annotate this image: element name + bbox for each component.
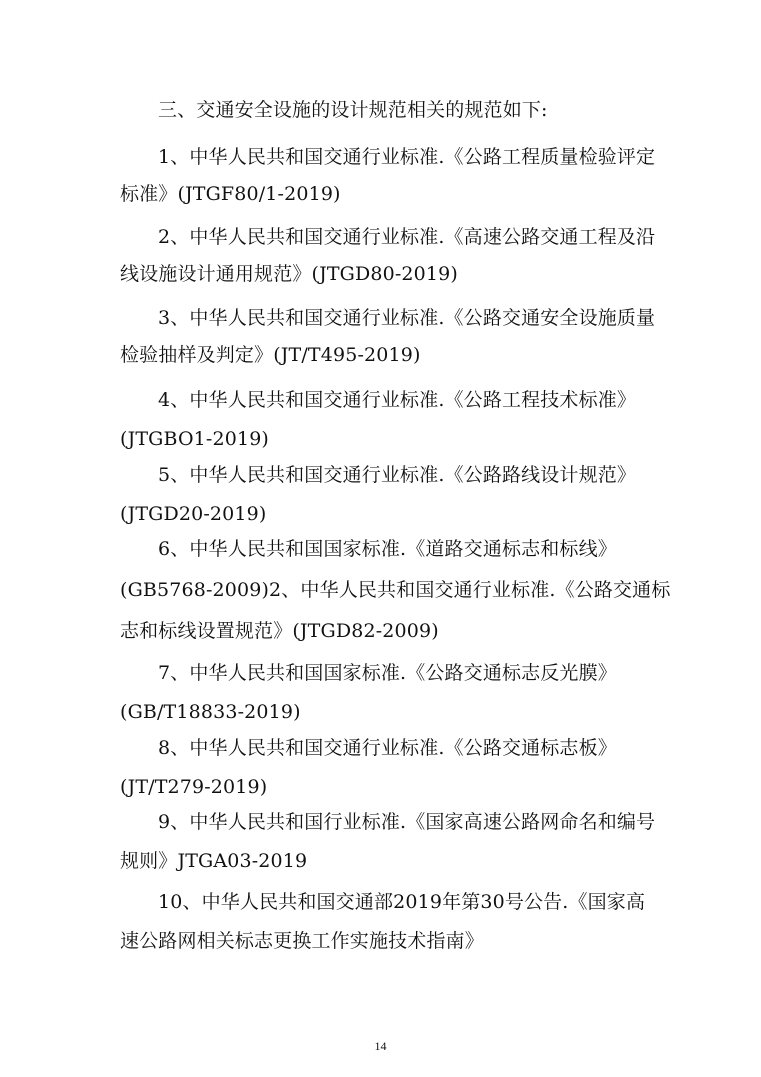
reference-item-8-line-1: 8、中华人民共和国交通行业标准.《公路交通标志板》	[158, 737, 617, 759]
reference-item-6-line-3: 志和标线设置规范》(JTGD82-2009)	[120, 620, 439, 642]
reference-item-6-line-2: (GB5768-2009)2、中华人民共和国交通行业标准.《公路交通标	[120, 579, 671, 601]
reference-item-5-line-1: 5、中华人民共和国交通行业标准.《公路路线设计规范》	[158, 464, 637, 486]
reference-item-2-line-2: 线设施设计通用规范》(JTGD80-2019)	[120, 263, 458, 285]
reference-item-1-line-2: 标准》(JTGF80/1-2019)	[120, 183, 341, 205]
page-number: 14	[374, 1039, 387, 1053]
reference-item-9-line-1: 9、中华人民共和国行业标准.《国家高速公路网命名和编号	[158, 811, 656, 833]
section-heading: 三、交通安全设施的设计规范相关的规范如下:	[158, 99, 548, 121]
reference-item-2-line-1: 2、中华人民共和国交通行业标准.《高速公路交通工程及沿	[158, 226, 656, 248]
reference-item-5-line-2: (JTGD20-2019)	[120, 503, 267, 525]
reference-item-10-line-1: 10、中华人民共和国交通部2019年第30号公告.《国家高	[158, 891, 646, 913]
reference-item-3-line-2: 检验抽样及判定》(JT/T495-2019)	[120, 344, 421, 366]
reference-item-6-line-1: 6、中华人民共和国国家标准.《道路交通标志和标线》	[158, 538, 617, 560]
reference-item-7-line-1: 7、中华人民共和国国家标准.《公路交通标志反光膜》	[158, 662, 617, 684]
reference-item-4-line-1: 4、中华人民共和国交通行业标准.《公路工程技术标准》	[158, 389, 637, 411]
reference-item-3-line-1: 3、中华人民共和国交通行业标准.《公路交通安全设施质量	[158, 307, 656, 329]
reference-item-9-line-2: 规则》JTGA03-2019	[120, 850, 308, 872]
reference-item-10-line-2: 速公路网相关标志更换工作实施技术指南》	[120, 930, 484, 952]
reference-item-8-line-2: (JT/T279-2019)	[120, 776, 268, 798]
reference-item-7-line-2: (GB/T18833-2019)	[120, 701, 301, 723]
reference-item-4-line-2: (JTGBO1-2019)	[120, 428, 269, 450]
reference-item-1-line-1: 1、中华人民共和国交通行业标准.《公路工程质量检验评定	[158, 146, 656, 168]
